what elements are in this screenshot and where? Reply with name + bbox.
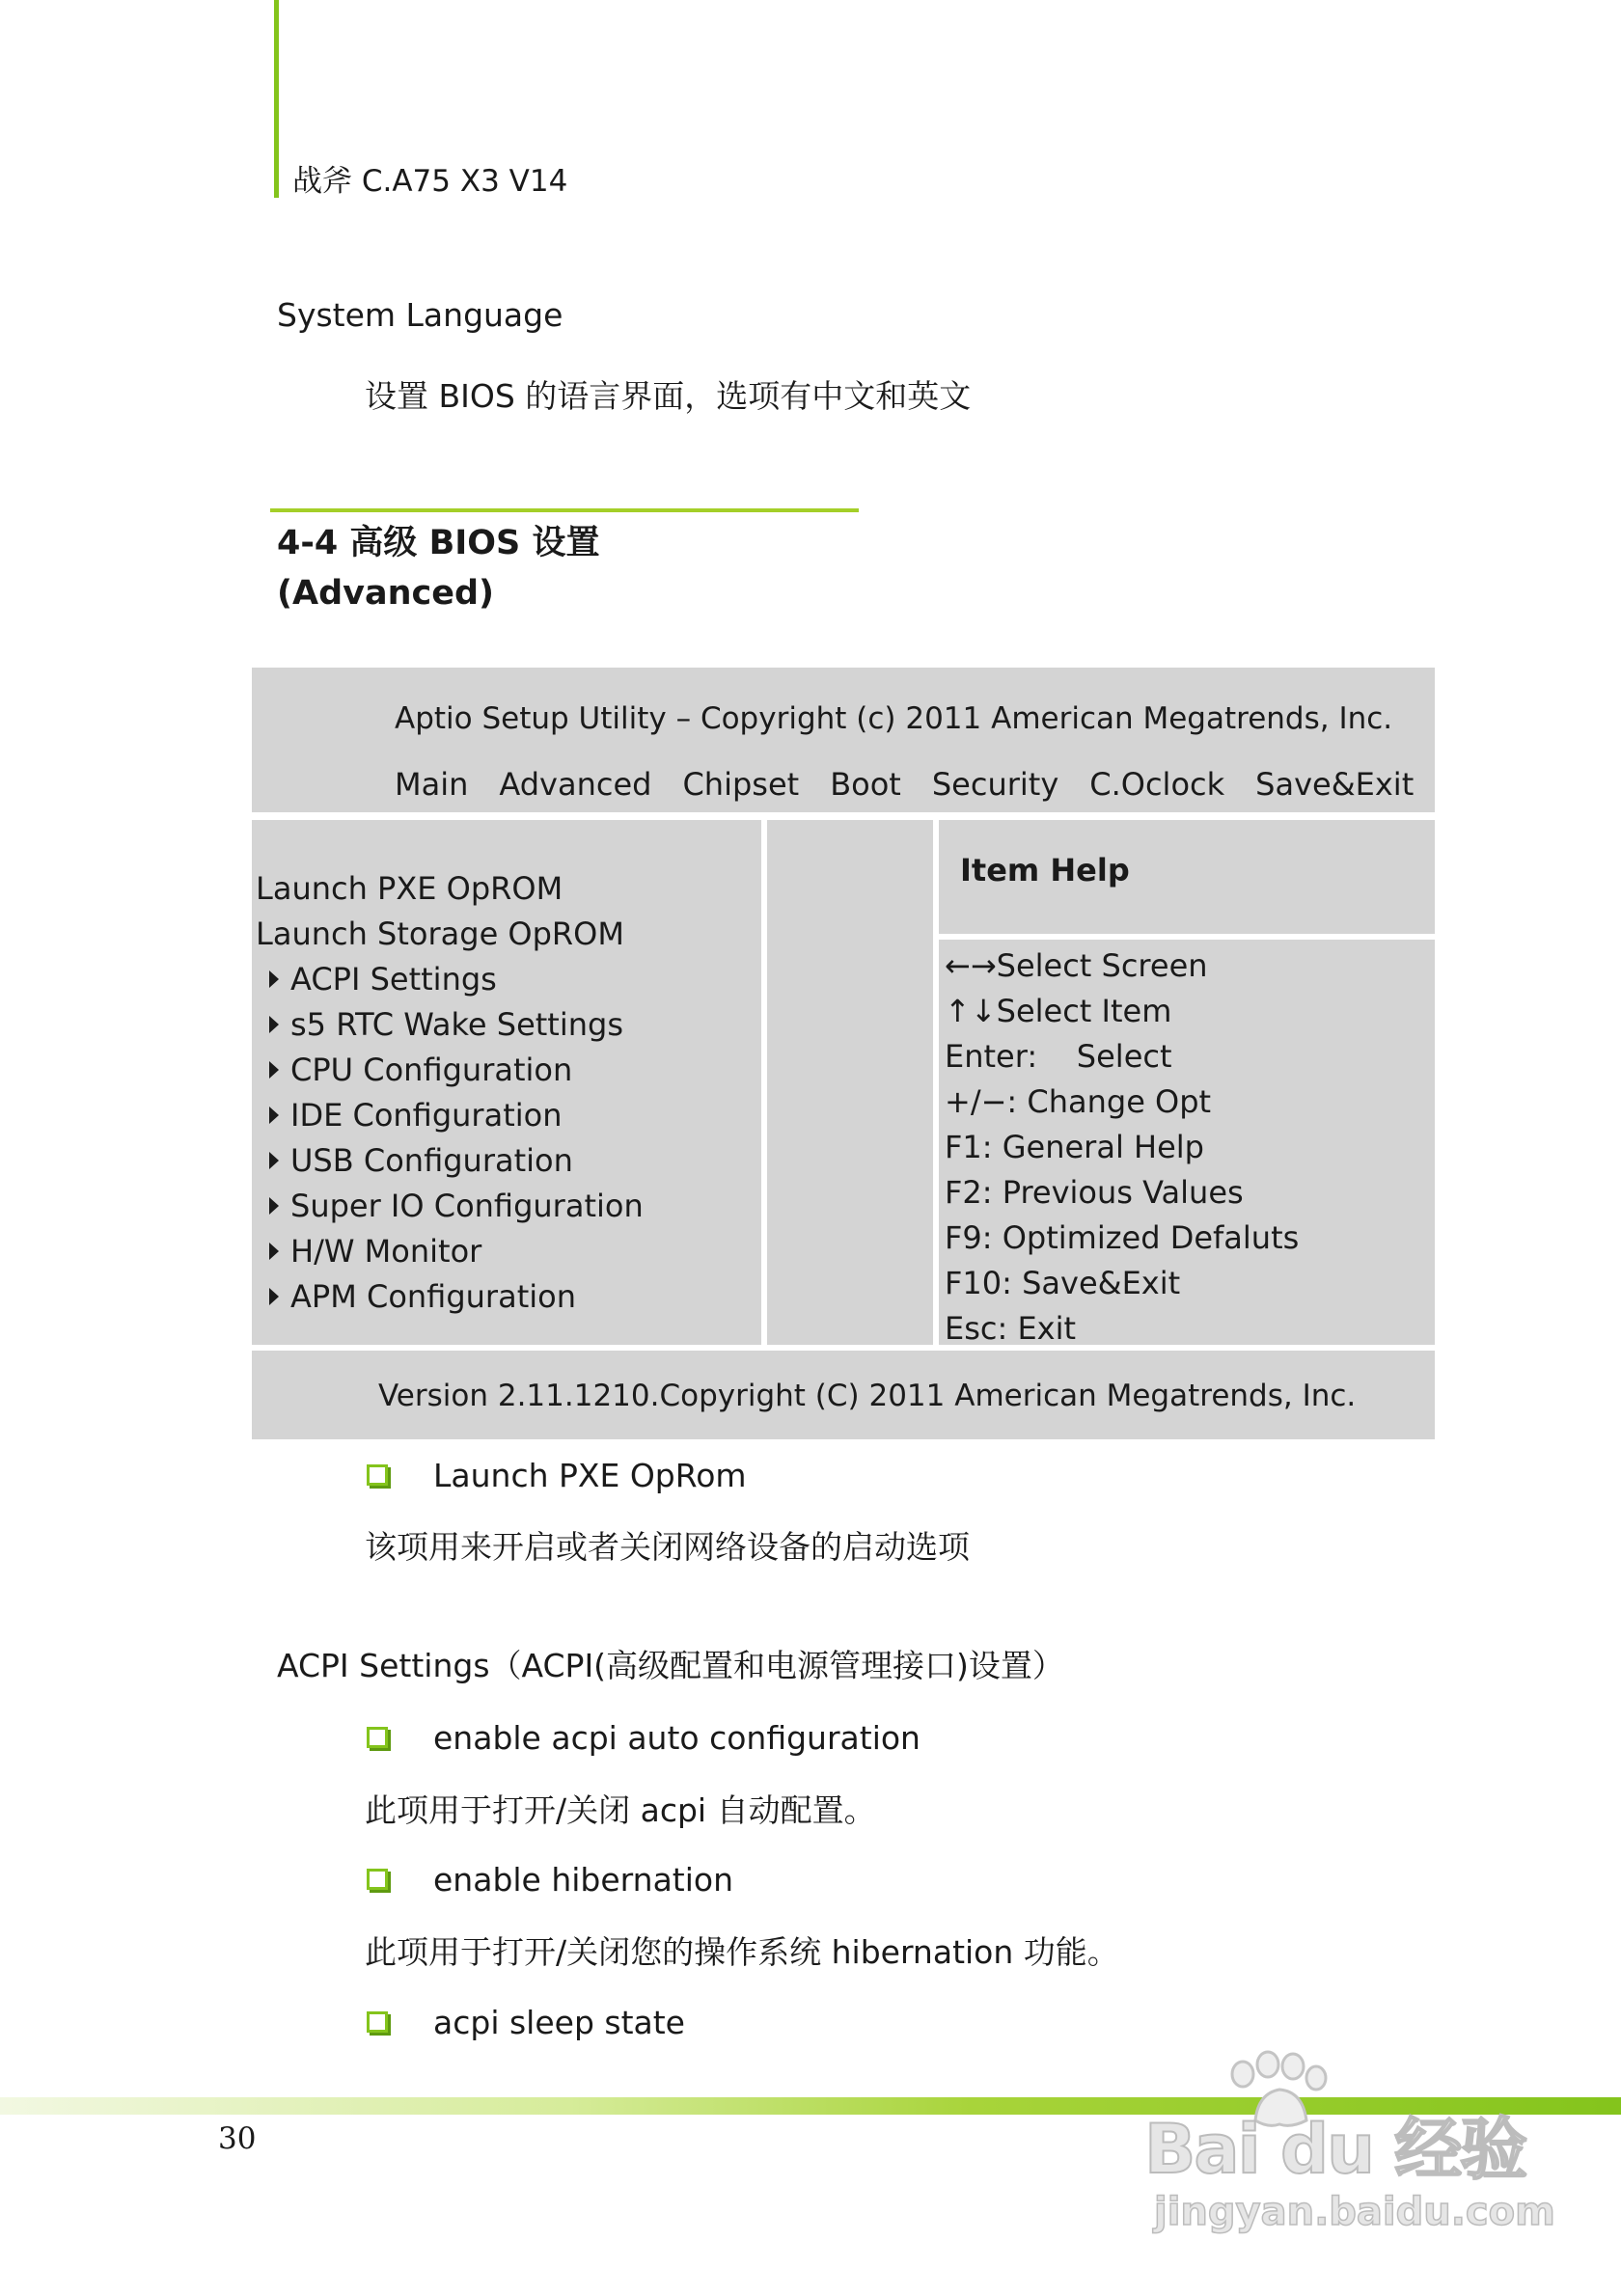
submenu-arrow-icon [269, 1152, 279, 1169]
bios-screenshot [252, 668, 1435, 1439]
bios-settings-list [252, 820, 761, 1345]
key-select-item: ↑↓Select Item [945, 993, 1172, 1029]
pxe-option-title: Launch PXE OpRom [433, 1457, 747, 1494]
setting-label: Launch Storage OpROM [256, 916, 624, 952]
section-divider [270, 508, 859, 512]
hibernation-option-description: 此项用于打开/关闭您的操作系统 hibernation 功能。 [365, 1933, 1119, 1971]
submenu-arrow-icon [269, 1016, 279, 1033]
setting-label: USB Configuration [290, 1142, 573, 1179]
submenu-ide-configuration[interactable] [256, 1097, 562, 1134]
submenu-arrow-icon [269, 1197, 279, 1215]
key-change-opt: +/−: Change Opt [945, 1083, 1212, 1120]
submenu-acpi-settings[interactable] [256, 961, 497, 998]
watermark-brand: Bai du 经验 [1144, 2110, 1526, 2189]
setting-label: CPU Configuration [290, 1052, 573, 1088]
key-general-help: F1: General Help [945, 1129, 1204, 1165]
submenu-hw-monitor[interactable] [256, 1233, 481, 1270]
sleep-state-option-title: acpi sleep state [433, 2004, 685, 2041]
menu-tab-main[interactable]: Main [395, 766, 469, 803]
submenu-arrow-icon [269, 1243, 279, 1260]
key-optimized-defaults: F9: Optimized Defaluts [945, 1219, 1300, 1256]
menu-tab-boot[interactable]: Boot [830, 766, 901, 803]
system-language-description: 设置 BIOS 的语言界面，选项有中文和英文 [365, 377, 972, 415]
hibernation-option-title: enable hibernation [433, 1861, 734, 1899]
header-accent-bar [274, 0, 279, 198]
submenu-arrow-icon [269, 1107, 279, 1124]
setting-label: APM Configuration [290, 1278, 576, 1315]
bios-version-text: Version 2.11.1210.Copyright (C) 2011 American Megatrends, Inc. [378, 1379, 1357, 1413]
advanced-section-subheading: (Advanced) [277, 574, 495, 613]
menu-tab-advanced[interactable]: Advanced [499, 766, 652, 803]
key-save-exit: F10: Save&Exit [945, 1265, 1181, 1301]
menu-tab-save-exit[interactable]: Save&Exit [1255, 766, 1415, 803]
checkbox-bullet-icon [367, 1727, 388, 1748]
bios-item-help-panel [939, 820, 1435, 934]
acpi-auto-option-description: 此项用于打开/关闭 acpi 自动配置。 [365, 1791, 876, 1829]
menu-tab-c-oclock[interactable]: C.Oclock [1089, 766, 1225, 803]
checkbox-bullet-icon [367, 1464, 388, 1486]
key-esc-exit: Esc: Exit [945, 1310, 1077, 1347]
item-help-title: Item Help [960, 852, 1130, 888]
bios-footer-panel [252, 1351, 1435, 1439]
submenu-arrow-icon [269, 970, 279, 988]
document-header-title: 战斧 C.A75 X3 V14 [292, 164, 568, 199]
key-select-screen: ←→Select Screen [945, 947, 1208, 984]
submenu-arrow-icon [269, 1061, 279, 1079]
setting-label: IDE Configuration [290, 1097, 563, 1134]
submenu-usb-configuration[interactable] [256, 1142, 573, 1179]
submenu-s5-rtc-wake-settings[interactable] [256, 1006, 623, 1043]
bios-menu-bar [395, 766, 1414, 803]
setting-label: Super IO Configuration [290, 1188, 644, 1224]
bios-header-panel [252, 668, 1435, 812]
bios-value-column [767, 820, 933, 1345]
setting-launch-pxe-oprom[interactable] [256, 870, 563, 907]
bios-key-legend [939, 940, 1435, 1345]
setting-launch-storage-oprom[interactable] [256, 916, 624, 952]
key-enter-select: Enter: Select [945, 1038, 1172, 1075]
advanced-section-heading: 4-4 高级 BIOS 设置 [277, 524, 600, 562]
pxe-option-description: 该项用来开启或者关闭网络设备的启动选项 [365, 1528, 970, 1566]
submenu-cpu-configuration[interactable] [256, 1052, 572, 1088]
setting-label: Launch PXE OpROM [256, 870, 563, 907]
submenu-super-io-configuration[interactable] [256, 1188, 644, 1224]
bios-utility-title: Aptio Setup Utility – Copyright (c) 2011 American Megatrends, Inc. [395, 701, 1393, 736]
watermark-url: jingyan.baidu.com [1154, 2190, 1555, 2234]
menu-tab-chipset[interactable]: Chipset [682, 766, 800, 803]
menu-tab-security[interactable]: Security [931, 766, 1059, 803]
submenu-arrow-icon [269, 1288, 279, 1305]
checkbox-bullet-icon [367, 1869, 388, 1890]
system-language-heading: System Language [277, 296, 563, 334]
setting-label: H/W Monitor [290, 1233, 482, 1270]
setting-label: s5 RTC Wake Settings [290, 1006, 623, 1043]
setting-label: ACPI Settings [290, 961, 497, 998]
checkbox-bullet-icon [367, 2011, 388, 2033]
key-previous-values: F2: Previous Values [945, 1174, 1244, 1211]
page-number: 30 [218, 2121, 257, 2156]
acpi-auto-option-title: enable acpi auto configuration [433, 1719, 920, 1757]
submenu-apm-configuration[interactable] [256, 1278, 576, 1315]
acpi-settings-heading: ACPI Settings（ACPI(高级配置和电源管理接口)设置） [277, 1647, 1064, 1684]
